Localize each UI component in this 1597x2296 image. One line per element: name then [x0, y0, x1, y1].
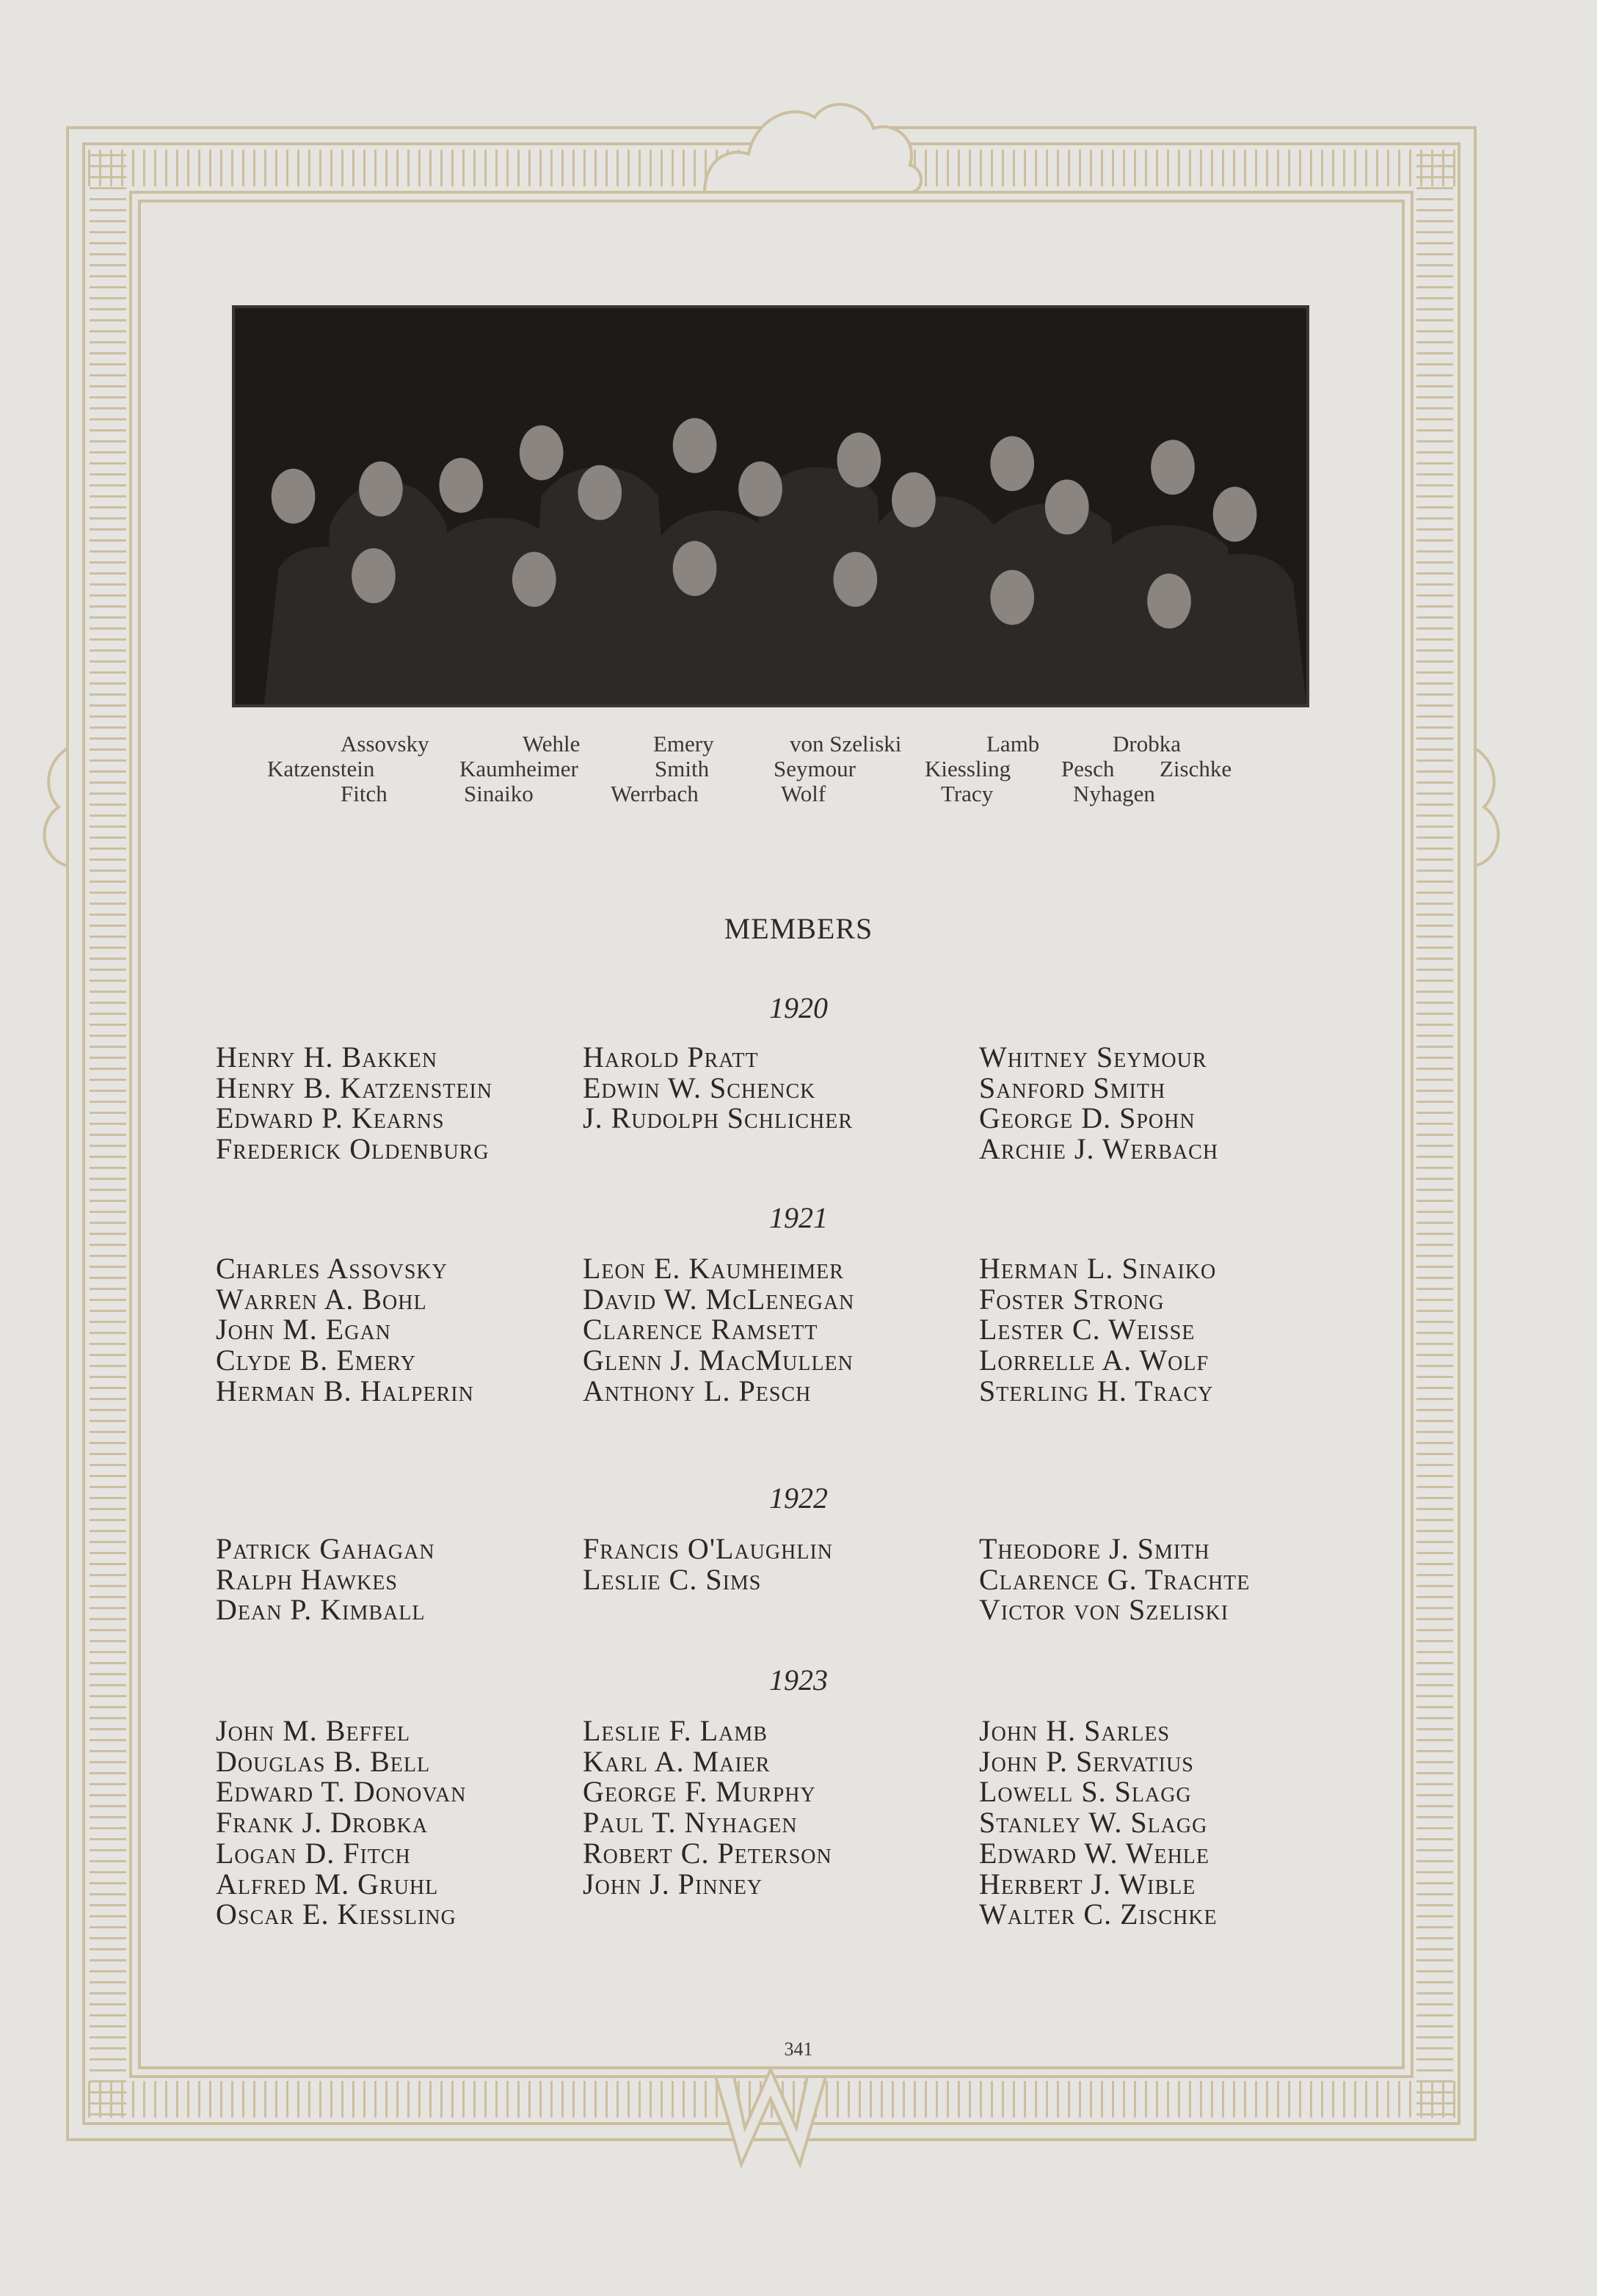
member-name: Logan D. Fitch [216, 1836, 411, 1870]
member-name: Clyde B. Emery [216, 1344, 416, 1377]
caption-name: Kaumheimer [459, 756, 578, 781]
caption-name: Wehle [523, 731, 581, 757]
member-name: Whitney Seymour [979, 1041, 1207, 1074]
caption-name: Tracy [941, 781, 994, 806]
member-column [583, 1042, 853, 1134]
caption-name: Pesch [1061, 756, 1115, 781]
caption-name: Wolf [781, 781, 826, 806]
member-name: Leslie F. Lamb [583, 1714, 768, 1747]
member-name: George D. Spohn [979, 1101, 1196, 1135]
member-name: John J. Pinney [583, 1867, 763, 1900]
member-column [583, 1534, 833, 1595]
caption-name: Emery [653, 731, 714, 757]
caption-name: Werrbach [611, 781, 699, 806]
member-name: J. Rudolph Schlicher [583, 1101, 854, 1135]
member-name: Edward W. Wehle [979, 1836, 1210, 1870]
member-name: Foster Strong [979, 1282, 1165, 1316]
member-name: Henry H. Bakken [216, 1041, 438, 1074]
group-photograph [232, 305, 1309, 707]
member-name: John P. Servatius [979, 1744, 1194, 1778]
member-name: John H. Sarles [979, 1714, 1171, 1747]
member-name: Ralph Hawkes [216, 1562, 398, 1596]
member-column [979, 1042, 1218, 1165]
caption-name: Zischke [1160, 756, 1232, 781]
member-name: Leslie C. Sims [583, 1562, 762, 1596]
member-name: Walter C. Zischke [979, 1898, 1218, 1931]
member-name: Charles Assovsky [216, 1252, 448, 1285]
member-name: Paul T. Nyhagen [583, 1806, 798, 1840]
caption-name: Fitch [341, 781, 388, 806]
member-name: Theodore J. Smith [979, 1532, 1210, 1565]
member-name: Herbert J. Wible [979, 1867, 1196, 1900]
member-name: Lowell S. Slagg [979, 1775, 1192, 1809]
member-name: Douglas B. Bell [216, 1744, 431, 1778]
caption-name: Lamb [986, 731, 1040, 757]
caption-name: von Szeliski [790, 731, 902, 757]
member-name: Clarence G. Trachte [979, 1562, 1251, 1596]
member-column [979, 1253, 1216, 1407]
caption-name: Sinaiko [464, 781, 534, 806]
member-name: Clarence Ramsett [583, 1313, 818, 1346]
member-name: Anthony L. Pesch [583, 1374, 812, 1407]
year-heading-1921: 1921 [769, 1201, 828, 1234]
member-name: Leon E. Kaumheimer [583, 1252, 844, 1285]
member-name: Oscar E. Kiessling [216, 1898, 456, 1931]
member-name: John M. Egan [216, 1313, 391, 1346]
member-name: Lester C. Weisse [979, 1313, 1196, 1346]
member-name: Robert C. Peterson [583, 1836, 832, 1870]
caption-name: Katzenstein [267, 756, 375, 781]
member-name: Archie J. Werbach [979, 1132, 1219, 1166]
member-column [583, 1253, 854, 1407]
caption-name: Seymour [774, 756, 856, 781]
year-heading-1922: 1922 [769, 1482, 828, 1515]
caption-name: Drobka [1113, 731, 1181, 757]
member-name: Warren A. Bohl [216, 1282, 427, 1316]
member-name: Stanley W. Slagg [979, 1806, 1208, 1840]
member-column [216, 1716, 466, 1930]
member-name: Henry B. Katzenstein [216, 1071, 493, 1104]
member-column [979, 1716, 1218, 1930]
member-name: Herman L. Sinaiko [979, 1252, 1217, 1285]
member-name: Frank J. Drobka [216, 1806, 429, 1840]
member-name: Harold Pratt [583, 1041, 759, 1074]
member-name: David W. McLenegan [583, 1282, 855, 1316]
member-column [583, 1716, 832, 1899]
year-heading-1923: 1923 [769, 1663, 828, 1697]
member-name: Edward T. Donovan [216, 1775, 467, 1809]
member-column [216, 1534, 435, 1625]
member-name: Victor von Szeliski [979, 1593, 1229, 1627]
photo-caption-row-3 [232, 781, 1309, 807]
member-name: Sterling H. Tracy [979, 1374, 1214, 1407]
caption-name: Nyhagen [1073, 781, 1155, 806]
photo-caption-row-1 [232, 731, 1309, 757]
member-column [216, 1042, 492, 1165]
member-name: Sanford Smith [979, 1071, 1166, 1104]
members-heading: MEMBERS [724, 912, 873, 945]
member-name: Francis O'Laughlin [583, 1532, 833, 1565]
member-name: John M. Beffel [216, 1714, 410, 1747]
member-name: Herman B. Halperin [216, 1374, 474, 1407]
member-name: Alfred M. Gruhl [216, 1867, 439, 1900]
member-name: Glenn J. MacMullen [583, 1344, 854, 1377]
member-name: Frederick Oldenburg [216, 1132, 490, 1166]
member-name: Edward P. Kearns [216, 1101, 445, 1135]
member-name: Lorrelle A. Wolf [979, 1344, 1209, 1377]
member-name: Dean P. Kimball [216, 1593, 426, 1627]
caption-name: Assovsky [341, 731, 429, 757]
caption-name: Smith [655, 756, 710, 781]
member-name: Edwin W. Schenck [583, 1071, 816, 1104]
page-number: 341 [784, 2038, 813, 2060]
member-column [979, 1534, 1250, 1625]
member-name: Karl A. Maier [583, 1744, 771, 1778]
member-name: Patrick Gahagan [216, 1532, 435, 1565]
caption-name: Kiessling [925, 756, 1011, 781]
year-heading-1920: 1920 [769, 991, 828, 1024]
member-column [216, 1253, 474, 1407]
member-name: George F. Murphy [583, 1775, 816, 1809]
photo-caption-row-2 [232, 756, 1309, 782]
